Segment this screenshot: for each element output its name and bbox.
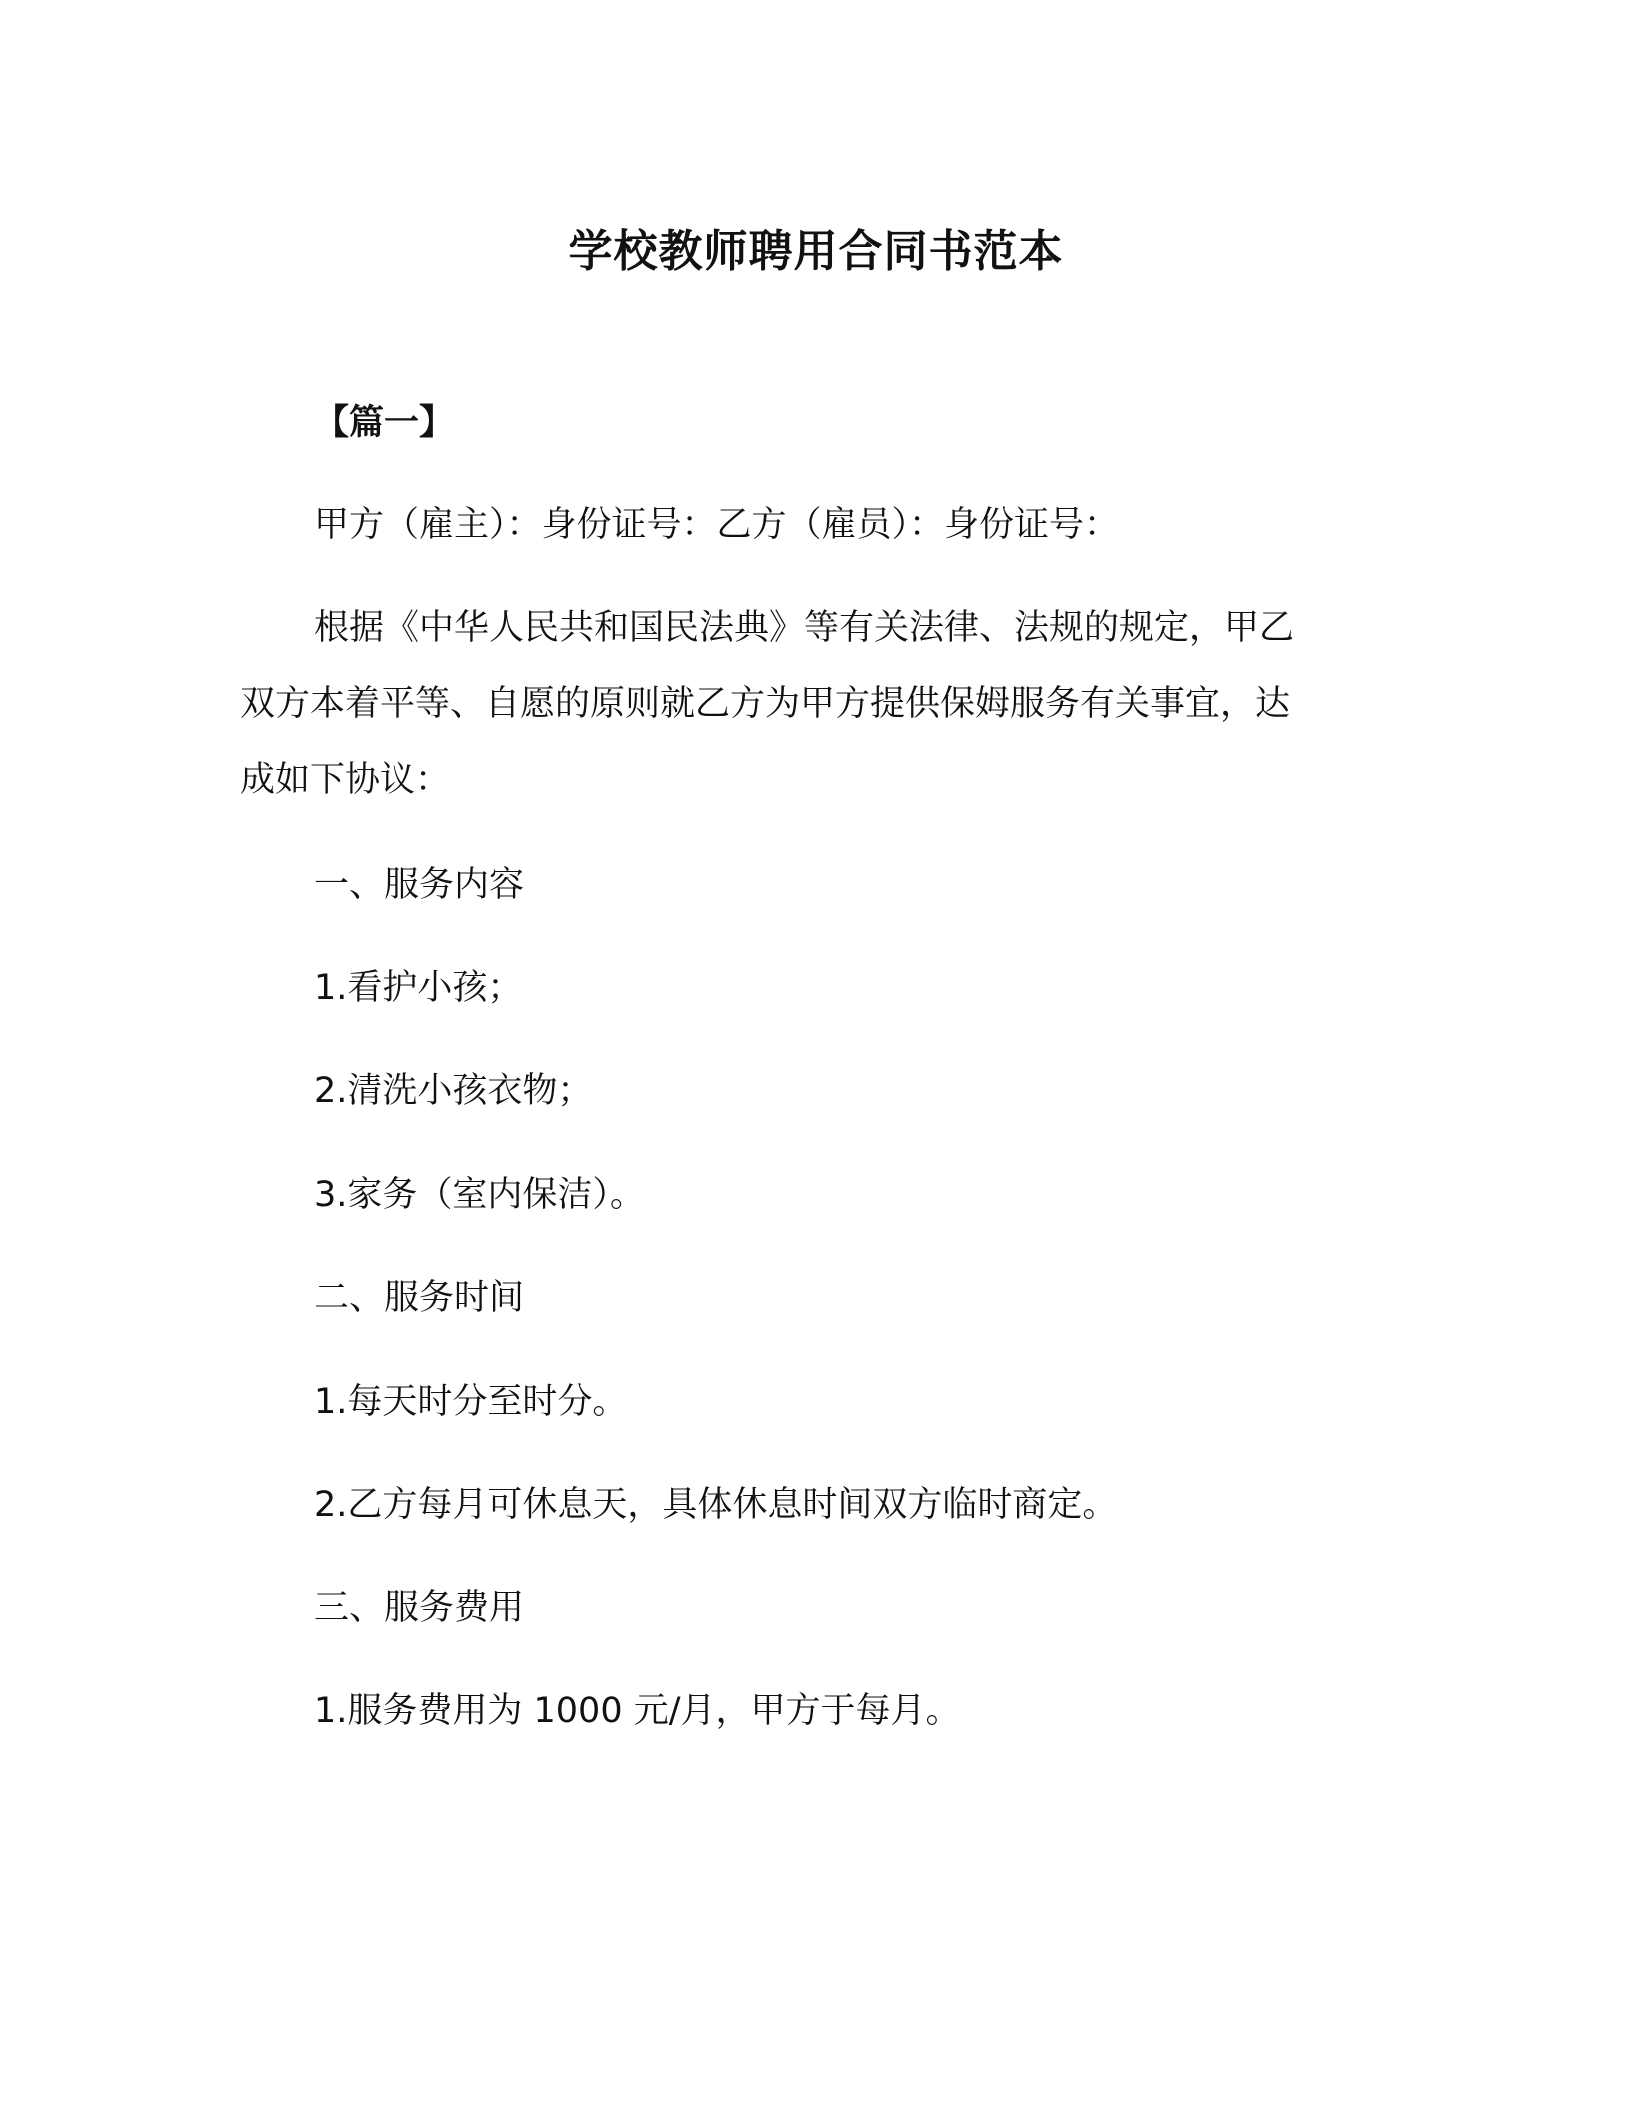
section-tag: 【篇一】	[314, 403, 455, 443]
preamble-line: 双方本着平等、自愿的原则就乙方为甲方提供保姆服务有关事宜，达	[240, 684, 1291, 724]
list-item: 2.乙方每月可休息天，具体休息时间双方临时商定。	[314, 1485, 1118, 1525]
preamble-line: 成如下协议：	[240, 760, 451, 800]
section-heading: 一、服务内容	[314, 865, 525, 905]
section-heading: 二、服务时间	[314, 1278, 525, 1318]
list-item: 1.每天时分至时分。	[314, 1382, 628, 1422]
section-heading: 三、服务费用	[314, 1588, 525, 1628]
document-title: 学校教师聘用合同书范本	[568, 226, 1064, 277]
preamble-line: 根据《中华人民共和国民法典》等有关法律、法规的规定，甲乙	[314, 608, 1295, 648]
parties-line: 甲方（雇主）：身份证号：乙方（雇员）：身份证号：	[314, 505, 1120, 545]
list-item: 3.家务（室内保洁）。	[314, 1175, 645, 1215]
list-item: 1.看护小孩；	[314, 968, 523, 1008]
list-item: 2.清洗小孩衣物；	[314, 1071, 593, 1111]
list-item: 1.服务费用为 1000 元/月，甲方于每月。	[314, 1691, 961, 1731]
